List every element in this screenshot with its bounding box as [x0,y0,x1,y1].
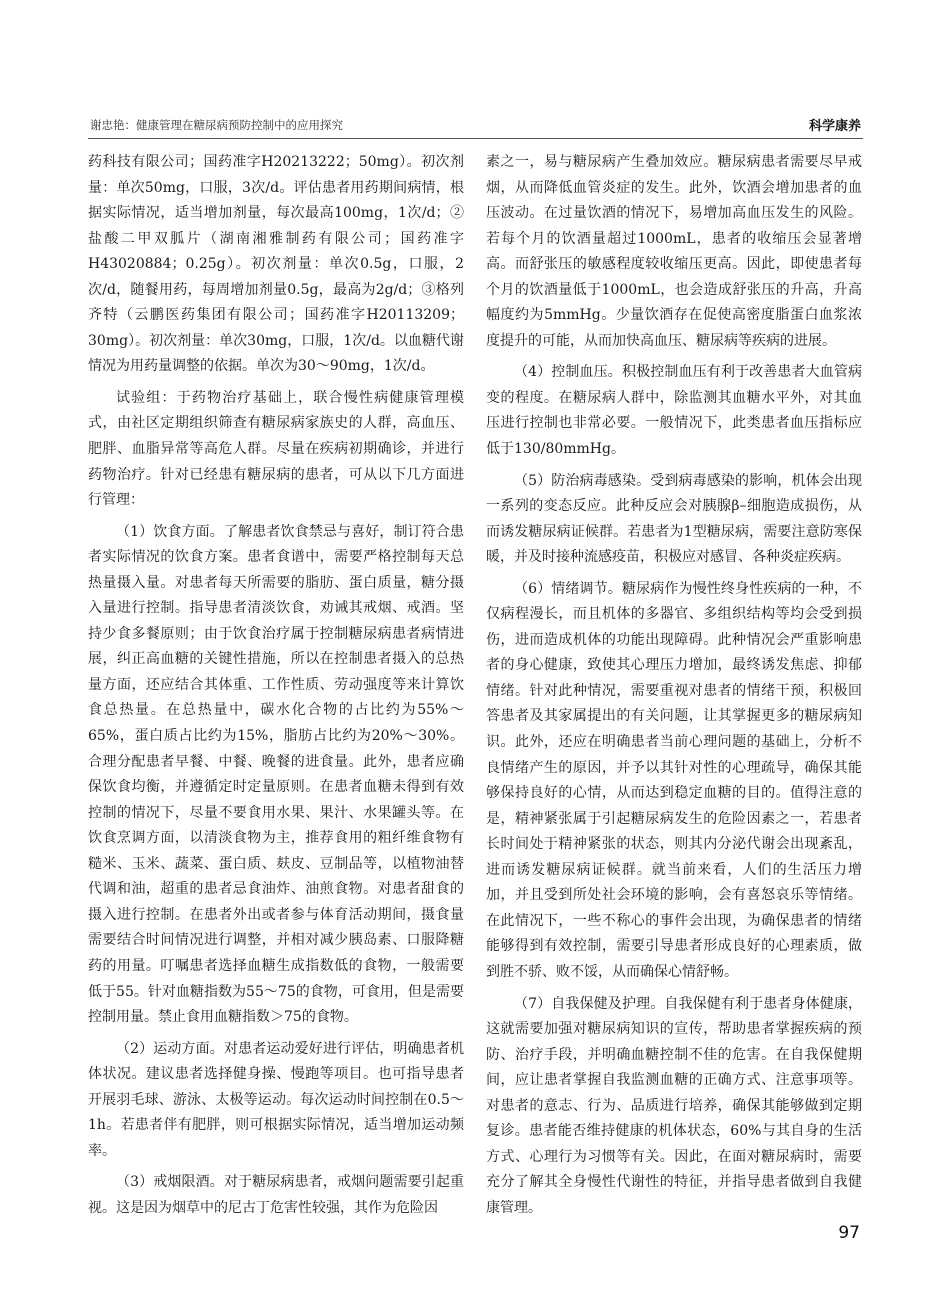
paragraph: （1）饮食方面。了解患者饮食禁忌与喜好，制订符合患者实际情况的饮食方案。患者食谱中，需要严格控制每天总热量摄入量。对患者每天所需要的脂肪、蛋白质量，糖分摄入量进行控制。指导患者清淡饮食，劝诫其戒烟、戒酒。坚持少食多餐原则；由于饮食治疗属于控制糖尿病患者病情进展，纠正高血糖的关键性措施，所以在控制患者摄入的总热量方面，还应结合其体重、工作性质、劳动强度等来计算饮食总热量。在总热量中，碳水化合物的占比约为55%～65%，蛋白质占比约为15%，脂肪占比约为20%～30%。合理分配患者早餐、中餐、晚餐的进食量。此外，患者应确保饮食均衡，并遵循定时定量原则。在患者血糖未得到有效控制的情况下，尽量不要食用水果、果汁、水果罐头等。在饮食烹调方面，以清淡食物为主，推荐食用的粗纤维食物有糙米、玉米、蔬菜、蛋白质、麸皮、豆制品等，以植物油替代调和油，超重的患者忌食油炸、油煎食物。对患者甜食的摄入进行控制。在患者外出或者参与体育活动期间，摄食量需要结合时间情况进行调整，并相对减少胰岛素、口服降糖药的用量。叮嘱患者选择血糖生成指数低的食物，一般需要低于55。针对血糖指数为55～75的食物，可食用，但是需要控制用量。禁止食用血糖指数＞75的食物。 [88,523,464,1026]
page-number: 97 [838,1223,860,1243]
paragraph: 药科技有限公司；国药准字H20213222；50mg）。初次剂量：单次50mg，口服，3次/d。评估患者用药期间病情，根据实际情况，适当增加剂量，每次最高100mg，1次/d；②盐酸二甲双胍片（湖南湘雅制药有限公司；国药准字H43020884；0.25g）。初次剂量：单次0.5g，口服，2次/d，随餐用药，每周增加剂量0.5g，最高为2g/d；③格列齐特（云鹏医药集团有限公司；国药准字H20113209；30mg）。初次剂量：单次30mg，口服，1次/d。以血糖代谢情况为用药量调整的依据。单次为30～90mg，1次/d。 [88,154,464,375]
paragraph: （5）防治病毒感染。受到病毒感染的影响，机体会出现一系列的变态反应。此种反应会对胰腺β–细胞造成损伤，从而诱发糖尿病证候群。若患者为1型糖尿病，需要注意防寒保暖，并及时接种流感疫苗，积极应对感冒、各种炎症疾病。 [486,472,862,566]
paragraph: 素之一，易与糖尿病产生叠加效应。糖尿病患者需要尽早戒烟，从而降低血管炎症的发生。此外，饮酒会增加患者的血压波动。在过量饮酒的情况下，易增加高血压发生的风险。若每个月的饮酒量超过1000mL，患者的收缩压会显著增高。而舒张压的敏感程度较收缩压更高。因此，即使患者每个月的饮酒量低于1000mL，也会造成舒张压的升高，升高幅度约为5mmHg。少量饮酒存在促使高密度脂蛋白血浆浓度提升的可能，从而加快高血压、糖尿病等疾病的进展。 [486,154,862,349]
paragraph: （7）自我保健及护理。自我保健有利于患者身体健康，这就需要加强对糖尿病知识的宣传，帮助患者掌握疾病的预防、治疗手段，并明确血糖控制不佳的危害。在自我保健期间，应让患者掌握自我监测血糖的正确方式、注意事项等。对患者的意志、行为、品质进行培养，确保其能够做到定期复诊。患者能否维持健康的机体状态，60%与其自身的生活方式、心理行为习惯等有关。因此，在面对糖尿病时，需要充分了解其全身慢性代谢性的特征，并指导患者做到自我健康管理。 [486,995,862,1216]
running-title: 谢忠艳：健康管理在糖尿病预防控制中的应用探究 [90,118,343,132]
journal-name: 科学康养 [808,119,861,134]
running-header [88,112,863,139]
left-column [88,150,464,1227]
paragraph: （4）控制血压。积极控制血压有利于改善患者大血管病变的程度。在糖尿病人群中，除监测其血糖水平外，对其血压进行控制也非常必要。一般情况下，此类患者血压指标应低于130/80mmHg。 [486,364,862,458]
paragraph: （2）运动方面。对患者运动爱好进行评估，明确患者机体状况。建议患者选择健身操、慢跑等项目。也可指导患者开展羽毛球、游泳、太极等运动。每次运动时间控制在0.5～1h。若患者伴有肥胖，则可根据实际情况，适当增加运动频率。 [88,1040,464,1159]
paragraph: 试验组：于药物治疗基础上，联合慢性病健康管理模式，由社区定期组织筛查有糖尿病家族史的人群，高血压、肥胖、血脂异常等高危人群。尽量在疾病初期确诊，并进行药物治疗。针对已经患有糖尿病的患者，可从以下几方面进行管理： [88,389,464,509]
right-column [486,150,862,1227]
paragraph: （3）戒烟限酒。对于糖尿病患者，戒烟问题需要引起重视。这是因为烟草中的尼古丁危害性较强，其作为危险因 [88,1174,464,1216]
paragraph: （6）情绪调节。糖尿病作为慢性终身性疾病的一种，不仅病程漫长，而且机体的多器官、多组织结构等均会受到损伤，进而造成机体的功能出现障碍。此种情况会严重影响患者的身心健康，致使其心理压力增加，最终诱发焦虑、抑郁情绪。针对此种情况，需要重视对患者的情绪干预，积极回答患者及其家属提出的有关问题，让其掌握更多的糖尿病知识。此外，还应在明确患者当前心理问题的基础上，分析不良情绪产生的原因，并予以其针对性的心理疏导，确保其能够保持良好的心情，从而达到稳定血糖的目的。值得注意的是，精神紧张属于引起糖尿病发生的危险因素之一，若患者长时间处于精神紧张的状态，则其内分泌代谢会出现紊乱，进而诱发糖尿病证候群。就当前来看，人们的生活压力增加，并且受到所处社会环境的影响，会有喜怒哀乐等情绪。在此情况下，一些不称心的事件会出现，为确保患者的情绪能够得到有效控制，需要引导患者形成良好的心理素质，做到胜不骄、败不馁，从而确保心情舒畅。 [486,580,862,980]
